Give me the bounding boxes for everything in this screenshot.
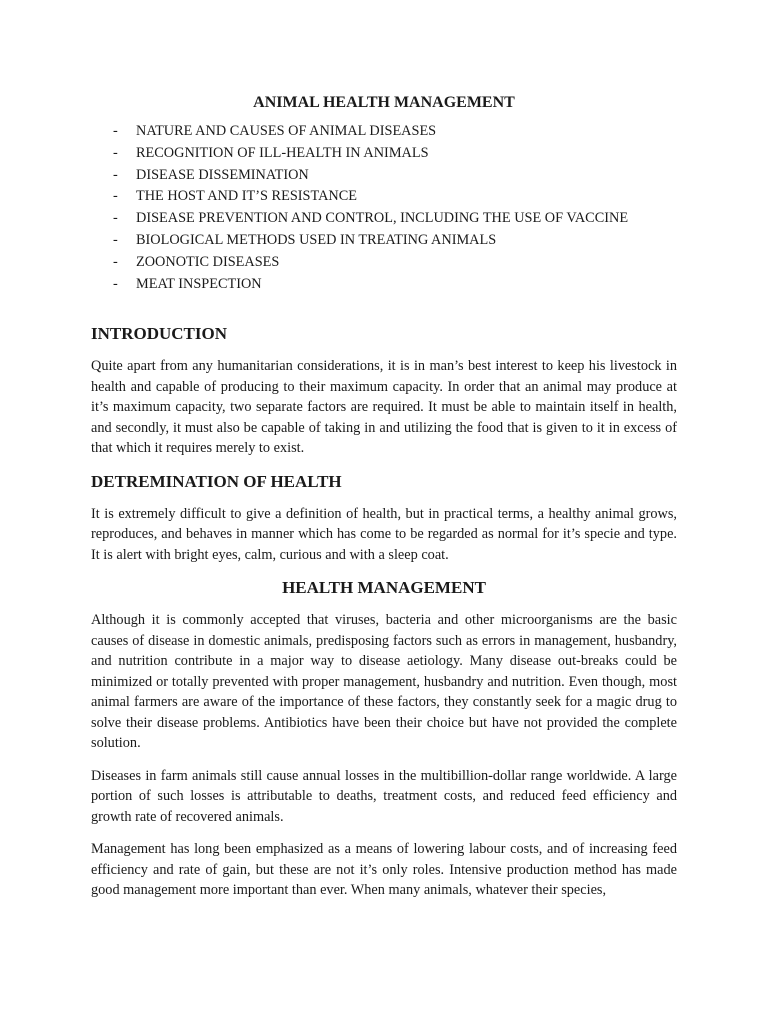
- introduction-paragraph: Quite apart from any humanitarian considerations, it is in man’s best interest to keep his livestock in health and capable of producing to their maximum capacity. In order that an animal may produce at it’s maximum capacity, two separate factors are required. It must be able to maintain itself in health, and secondly, it must also be capable of taking in and utilizing the food that is given to it in excess of that which it requires merely to exist.: [91, 358, 677, 457]
- bullet-dash: -: [113, 253, 118, 270]
- bullet-dash: -: [113, 210, 118, 227]
- health-management-paragraph: Management has long been emphasized as a means of lowering labour costs, and of increasing feed efficiency and rate of gain, but these are not it’s only roles. Intensive production method has made good management more important than ever. When many animals, whatever their species,: [91, 841, 677, 899]
- health-management-paragraph: Diseases in farm animals still cause annual losses in the multibillion-dollar range worldwide. A large portion of such losses is attributable to deaths, treatment costs, and reduced feed efficiency and growth rate of recovered animals.: [91, 767, 677, 825]
- bullet-dash: -: [113, 231, 118, 248]
- topic-list: [91, 121, 677, 295]
- topic-text: DISEASE DISSEMINATION: [136, 166, 309, 183]
- topic-item: [91, 208, 677, 230]
- topic-text: NATURE AND CAUSES OF ANIMAL DISEASES: [136, 123, 437, 139]
- bullet-dash: -: [113, 188, 118, 205]
- topic-item: [91, 121, 677, 143]
- introduction-heading: INTRODUCTION: [91, 324, 228, 344]
- health-management-heading: HEALTH MANAGEMENT: [282, 578, 486, 598]
- bullet-dash: -: [113, 275, 118, 292]
- topic-item: [91, 230, 677, 252]
- document-title: ANIMAL HEALTH MANAGEMENT: [253, 94, 515, 111]
- topic-item: [91, 165, 677, 187]
- bullet-dash: -: [113, 123, 118, 139]
- document-page: [91, 92, 677, 913]
- topic-text: BIOLOGICAL METHODS USED IN TREATING ANIMALS: [136, 231, 497, 248]
- topic-item: [91, 143, 677, 165]
- bullet-dash: -: [113, 144, 118, 161]
- topic-item: [91, 274, 677, 296]
- determination-paragraph: It is extremely difficult to give a definition of health, but in practical terms, a healthy animal grows, reproduces, and behaves in manner which has come to be regarded as normal for it’s specie and type. It is alert with bright eyes, calm, curious and with a sleep coat.: [91, 505, 677, 563]
- topic-text: DISEASE PREVENTION AND CONTROL, INCLUDING THE USE OF VACCINE: [136, 210, 629, 227]
- bullet-dash: -: [113, 166, 118, 183]
- topic-item: [91, 186, 677, 208]
- topic-text: ZOONOTIC DISEASES: [136, 253, 280, 270]
- topic-item: [91, 252, 677, 274]
- determination-heading: DETREMINATION OF HEALTH: [91, 471, 342, 491]
- health-management-paragraph: Although it is commonly accepted that viruses, bacteria and other microorganisms are the basic causes of disease in domestic animals, predisposing factors such as errors in management, husbandry, and nutrition contribute in a major way to disease aetiology. Many disease out-breaks could be minimized or totally prevented with proper management, husbandry and nutrition. Even though, most animal farmers are aware of the importance of these factors, they constantly seek for a magic drug to solve their disease problems. Antibiotics have been their choice but have not provided the complete solution.: [91, 612, 677, 752]
- topic-text: RECOGNITION OF ILL-HEALTH IN ANIMALS: [136, 144, 429, 161]
- topic-text: THE HOST AND IT’S RESISTANCE: [136, 188, 357, 205]
- topic-text: MEAT INSPECTION: [136, 275, 262, 292]
